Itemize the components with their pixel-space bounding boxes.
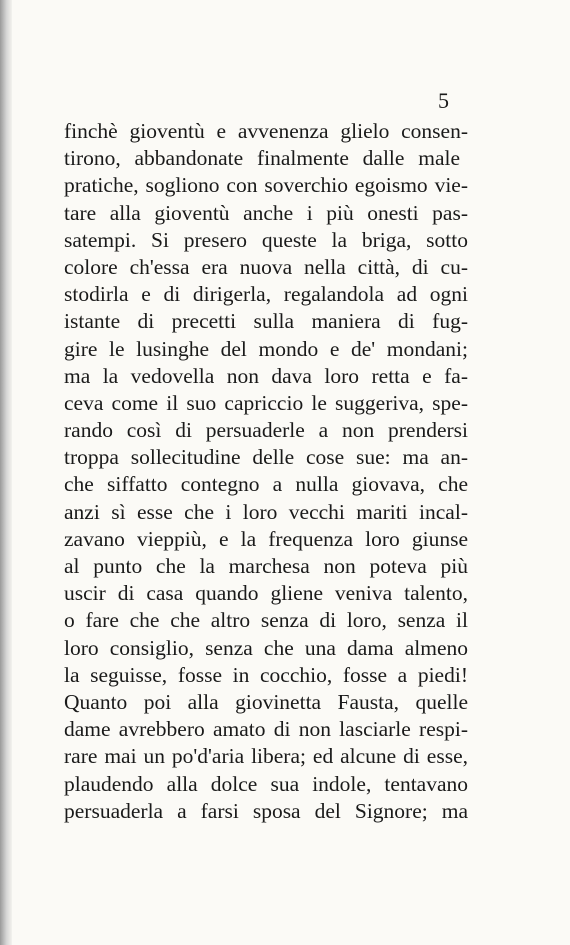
text-line: tirono, abbandonate finalmente dalle male [64, 146, 460, 171]
text-line: rare mai un po'd'aria libera; ed alcune di esse, [64, 744, 468, 769]
text-line: rando così di persuaderle a non prendersi [64, 418, 468, 443]
text-line: o fare che che altro senza di loro, senza il [64, 608, 468, 633]
text-line: Quanto poi alla giovinetta Fausta, quelle [64, 689, 468, 714]
text-line: anzi sì esse che i loro vecchi mariti incal- [64, 499, 468, 524]
page-number: 5 [438, 88, 449, 113]
text-line: gire le lusinghe del mondo e de' mondani; [64, 336, 468, 361]
text-line: colore ch'essa era nuova nella città, di cu- [64, 254, 468, 279]
text-line: la seguisse, fosse in cocchio, fosse a piedi! [64, 662, 468, 687]
text-line: stodirla e di dirigerla, regalandola ad ogni [64, 282, 468, 307]
text-line: tare alla gioventù anche i più onesti pas- [64, 200, 468, 225]
text-line: uscir di casa quando gliene veniva talento, [64, 581, 468, 606]
text-line: che siffatto contegno a nulla giovava, che [64, 472, 468, 497]
text-line: ceva come il suo capriccio le suggeriva, spe- [64, 390, 468, 415]
text-line: al punto che la marchesa non poteva più [64, 554, 468, 578]
text-line: satempi. Si presero queste la briga, sotto [64, 227, 468, 252]
text-line: dame avrebbero amato di non lasciarle respi- [64, 717, 468, 742]
text-line: ma la vedovella non dava loro retta e fa- [64, 363, 468, 388]
body-text [64, 118, 474, 825]
text-line: loro consiglio, senza che una dama almeno [64, 635, 468, 660]
page-binding-edge [0, 0, 12, 945]
text-line: persuaderla a farsi sposa del Signore; ma [64, 798, 468, 823]
text-line: troppa sollecitudine delle cose sue: ma an- [64, 445, 468, 470]
text-line: zavano vieppiù, e la frequenza loro giunse [64, 526, 468, 551]
text-line: istante di precetti sulla maniera di fug- [64, 309, 468, 334]
text-line: plaudendo alla dolce sua indole, tentavano [64, 771, 468, 796]
text-line: finchè gioventù e avvenenza glielo consen- [64, 119, 468, 143]
text-line: pratiche, sogliono con soverchio egoismo vie- [64, 173, 468, 198]
